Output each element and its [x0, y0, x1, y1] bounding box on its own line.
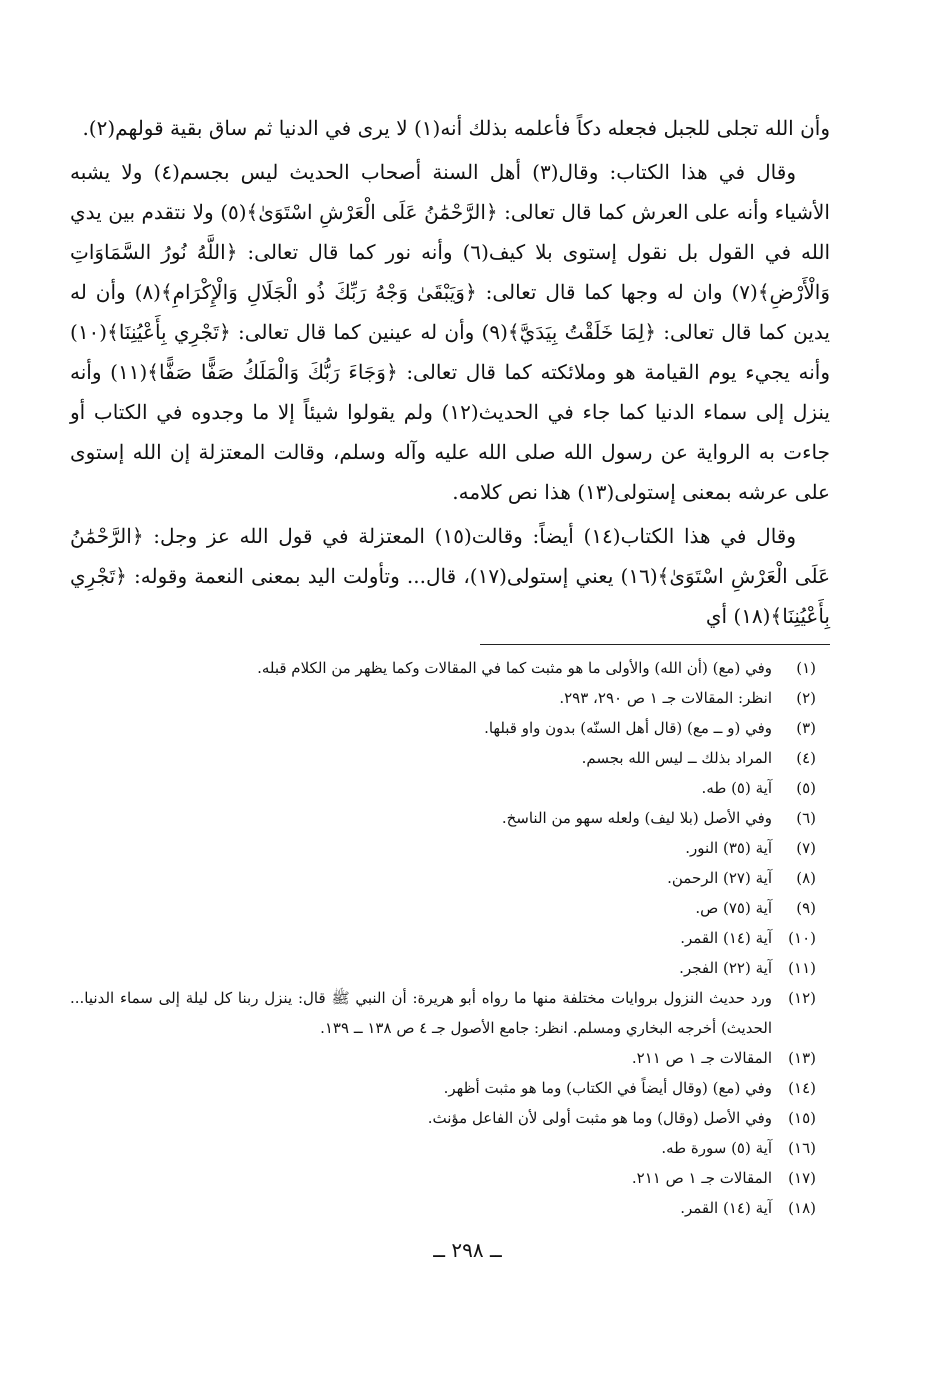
footnote-10: [70, 923, 830, 953]
footnote-1: [70, 653, 830, 683]
footnote-14: [70, 1073, 830, 1103]
footnote-17: [70, 1163, 830, 1193]
footnote-9: [70, 893, 830, 923]
footnote-number: (١): [796, 659, 816, 677]
footnote-text: آية (١٤) القمر.: [680, 929, 772, 947]
footnote-number: (١٤): [788, 1079, 816, 1097]
footnote-number: (١١): [788, 959, 816, 977]
footnote-text: وفي الأصل (وقال) وما هو مثبت أولى لأن الفاعل مؤنث.: [427, 1109, 772, 1127]
footnote-number: (١٢): [788, 989, 816, 1007]
footnote-text: المقالات جـ ١ ص ٢١١.: [631, 1169, 772, 1187]
footnote-text: المقالات جـ ١ ص ٢١١.: [631, 1049, 772, 1067]
footnote-number: (٩): [796, 899, 816, 917]
footnote-7: [70, 833, 830, 863]
footnote-12: [70, 983, 830, 1043]
footnotes: [70, 653, 830, 1223]
footnote-text: ورد حديث النزول بروايات مختلفة منها ما رواه أبو هريرة: أن النبي ﷺ قال: ينزل ربنا كل ليلة إلى سماء الدنيا... الحديث) أخرجه البخاري ومسلم. انظر: جامع الأصول جـ ٤ ص ١٣٨ ــ ١٣٩.: [70, 989, 772, 1037]
footnote-text: آية (٧٥) ص.: [695, 899, 772, 917]
footnote-text: وفي (مع) (أن الله) والأولى ما هو مثبت كما في المقالات وكما يظهر من الكلام قبله.: [257, 659, 772, 677]
footnote-18: [70, 1193, 830, 1223]
footnote-number: (١٣): [788, 1049, 816, 1067]
footnote-text: آية (٣٥) النور.: [685, 839, 772, 857]
footnote-4: [70, 743, 830, 773]
footnote-number: (٧): [796, 839, 816, 857]
footnote-text: آية (٢٢) الفجر.: [679, 959, 772, 977]
footnote-2: [70, 683, 830, 713]
footnote-6: [70, 803, 830, 833]
footnote-number: (٦): [796, 809, 816, 827]
footnote-number: (١٠): [788, 929, 816, 947]
footnote-number: (١٥): [788, 1109, 816, 1127]
footnote-16: [70, 1133, 830, 1163]
document-page: [70, 108, 830, 1223]
footnote-text: آية (٢٧) الرحمن.: [667, 869, 772, 887]
footnote-text: وفي (و ــ مع) (قال أهل السنّه) بدون واو قبلها.: [484, 719, 772, 737]
footnote-11: [70, 953, 830, 983]
footnote-3: [70, 713, 830, 743]
footnote-number: (٢): [796, 689, 816, 707]
footnote-number: (١٧): [788, 1169, 816, 1187]
footnote-number: (١٨): [788, 1199, 816, 1217]
footnote-15: [70, 1103, 830, 1133]
paragraph-1: وأن الله تجلى للجبل فجعله دكاً فأعلمه بذلك أنه(١) لا يرى في الدنيا ثم ساق بقية قولهم(٢).: [82, 116, 830, 140]
footnote-text: وفي (مع) (وقال أيضاً في الكتاب) وما هو مثبت أظهر.: [443, 1079, 772, 1097]
footnote-text: وفي الأصل (بلا ليف) ولعله سهو من الناسخ.: [501, 809, 772, 827]
footnote-5: [70, 773, 830, 803]
footnote-text: المراد بذلك ــ ليس الله بجسم.: [581, 749, 772, 767]
footnote-number: (٥): [796, 779, 816, 797]
footnote-text: آية (٥) طه.: [701, 779, 772, 797]
footnote-divider: [480, 644, 830, 645]
page-number: ــ ٢٩٨ ــ: [433, 1238, 502, 1262]
paragraph-2: وقال في هذا الكتاب: وقال(٣) أهل السنة أصحاب الحديث ليس بجسم(٤) ولا يشبه الأشياء وأنه على العرش كما قال تعالى: ﴿الرَّحْمَٰنُ عَلَى الْعَرْشِ اسْتَوَىٰ﴾(٥) ولا نتقدم بين يدي الله في القول بل نقول إستوى بلا كيف(٦) وأنه نور كما قال تعالى: ﴿اللَّهُ نُورُ السَّمَاوَاتِ وَالْأَرْضِ﴾(٧) وان له وجها كما قال تعالى: ﴿وَيَبْقَىٰ وَجْهُ رَبِّكَ ذُو الْجَلَالِ وَالْإِكْرَامِ﴾(٨) وأن له يدين كما قال تعالى: ﴿لِمَا خَلَقْتُ بِيَدَيَّ﴾(٩) وأن له عينين كما قال تعالى: ﴿تَجْرِي بِأَعْيُنِنَا﴾(١٠) وأنه يجيء يوم القيامة هو وملائكته كما قال تعالى: ﴿وَجَاءَ رَبُّكَ وَالْمَلَكُ صَفًّا صَفًّا﴾(١١) وأنه ينزل إلى سماء الدنيا كما جاء في الحديث(١٢) ولم يقولوا شيئاً إلا ما وجدوه في الكتاب أو جاءت به الرواية عن رسول الله صلى الله عليه وآله وسلم، وقالت المعتزلة إن الله إستوى على عرشه بمعنى إستولى(١٣) هذا نص كلامه.: [70, 160, 830, 504]
footnote-number: (٣): [796, 719, 816, 737]
footnote-number: (١٦): [788, 1139, 816, 1157]
footnote-text: آية (١٤) القمر.: [680, 1199, 772, 1217]
paragraph-3: وقال في هذا الكتاب(١٤) أيضاً: وقالت(١٥) المعتزلة في قول الله عز وجل: ﴿الرَّحْمَٰنُ عَلَى الْعَرْشِ اسْتَوَىٰ﴾(١٦) يعني إستولى(١٧)، قال... وتأولت اليد بمعنى النعمة وقوله: ﴿تَجْرِي بِأَعْيُنِنَا﴾(١٨) أي: [70, 524, 831, 628]
footnote-number: (٤): [796, 749, 816, 767]
main-text: [70, 108, 830, 636]
footnote-8: [70, 863, 830, 893]
footnote-text: آية (٥) سورة طه.: [661, 1139, 772, 1157]
footnote-13: [70, 1043, 830, 1073]
footnote-text: انظر: المقالات جـ ١ ص ٢٩٠، ٢٩٣.: [559, 689, 772, 707]
footnote-number: (٨): [796, 869, 816, 887]
